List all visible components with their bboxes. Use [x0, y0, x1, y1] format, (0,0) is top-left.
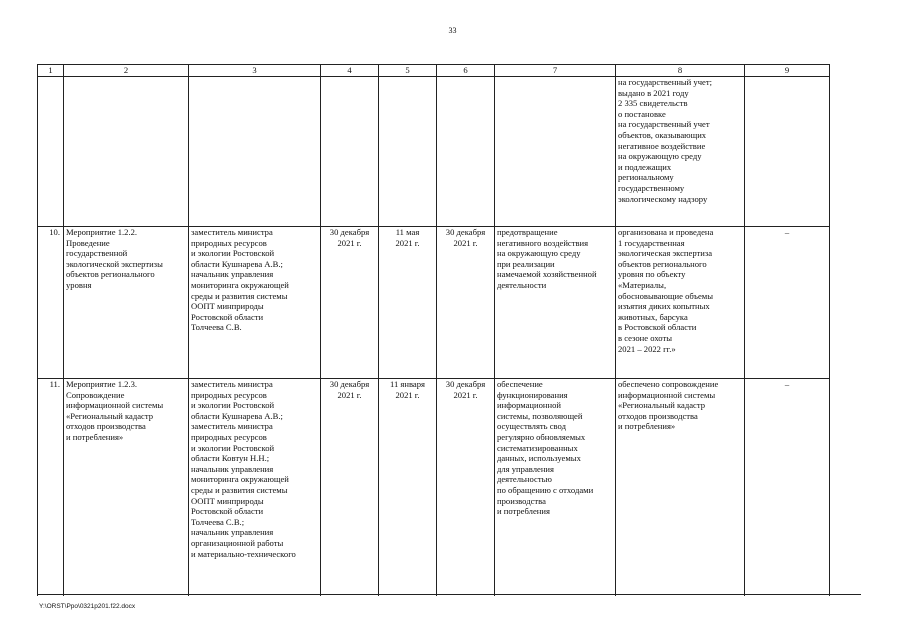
table-row-continuation [38, 77, 830, 227]
expected-result-cell [495, 379, 616, 597]
table-row [38, 379, 830, 597]
cell-line: области Ковтун Н.Н.; [191, 453, 270, 464]
responsible-cell [189, 227, 321, 379]
cell-line: намечаемой хозяйственной [497, 269, 597, 280]
row-number: 11. [38, 379, 64, 597]
cell-line: 2021 г. [395, 237, 420, 248]
achieved-result-cell [616, 227, 745, 379]
cell-line: данных, используемых [497, 453, 581, 464]
cell-line: среды и развития системы [191, 484, 288, 495]
cell-line: при реализации [497, 258, 555, 269]
cell-line: Мероприятие 1.2.2. [66, 227, 138, 237]
column-header: 8 [616, 65, 745, 77]
cell-line: деятельностью [497, 474, 552, 485]
cell-line: заместитель министра [191, 227, 273, 237]
achieved-result-cell [616, 77, 745, 227]
cell-line: заместитель министра [191, 379, 273, 389]
cell-line: области Кушнарева А.В.; [191, 410, 283, 421]
cell-line: деятельности [497, 279, 547, 290]
cell-line: информационной системы [66, 400, 164, 411]
cell-line: на окружающую среду [618, 151, 702, 162]
cell-line: предотвращение [497, 227, 558, 237]
cell-line: «Материалы, [618, 279, 667, 290]
cell-line: обеспечено сопровождение [618, 379, 719, 389]
cell-line: объектов регионального [66, 269, 155, 280]
table-row [38, 227, 830, 379]
cell-line: ООПТ минприроды [191, 301, 264, 312]
cell-line: Сопровождение [66, 389, 125, 400]
cell-line: ООПТ минприроды [191, 495, 264, 506]
cell-line: систематизированных [497, 442, 578, 453]
plan-date-cell [321, 227, 379, 379]
cell-line: функционирования [497, 389, 568, 400]
responsible-cell [189, 379, 321, 597]
footer-file-path: Y:\ORST\Ppo\0321p201.f22.docx [39, 603, 136, 610]
cell-line: и потребления» [618, 421, 676, 432]
cell-line: объектов регионального [618, 258, 707, 269]
achieved-result-cell [616, 379, 745, 597]
fact-end-cell [437, 227, 495, 379]
cell-line: 2021 г. [337, 237, 362, 248]
cell-line: природных ресурсов [191, 431, 267, 442]
cell-line: обеспечение [497, 379, 543, 389]
cell-line: Ростовской области [191, 311, 264, 322]
page-crop-edge [861, 64, 905, 604]
cell-line: производства [497, 495, 546, 506]
fact-start-cell [379, 379, 437, 597]
cell-line: организована и проведена [618, 227, 714, 237]
fact-start-cell [379, 227, 437, 379]
cell-line: «Региональный кадастр [66, 410, 154, 421]
column-header: 4 [321, 65, 379, 77]
page-number: 33 [448, 26, 457, 35]
cell-line: 1 государственная [618, 237, 685, 248]
plan-date-cell [321, 379, 379, 597]
column-header: 5 [379, 65, 437, 77]
cell-line: мониторинга окружающей [191, 474, 289, 485]
column-header: 7 [495, 65, 616, 77]
cell-line: негативного воздействия [497, 237, 589, 248]
cell-line: изъятия диких копытных [618, 301, 710, 312]
cell-line: уровня по объекту [618, 269, 686, 280]
cell-line: 30 декабря [329, 379, 370, 389]
cell-line: и материально-технического [191, 548, 296, 559]
cell-line: и подлежащих [618, 161, 672, 172]
report-table [37, 64, 830, 596]
cell-line: в Ростовской области [618, 322, 697, 333]
event-cell [64, 379, 189, 597]
cell-line: выдано в 2021 году [618, 87, 689, 98]
cell-line: и потребления» [66, 431, 124, 442]
cell-line: заместитель министра [191, 421, 273, 432]
cell-line: на государственный учет [618, 119, 710, 130]
cell-line: на окружающую среду [497, 248, 581, 259]
cell-line: среды и развития системы [191, 290, 288, 301]
cell-line: животных, барсука [618, 311, 688, 322]
cell-line: организационной работы [191, 537, 284, 548]
cell-line: 2021 г. [453, 237, 478, 248]
problems-cell: – [745, 227, 830, 379]
footer-divider [37, 594, 861, 595]
cell-line: начальник управления [191, 527, 274, 538]
column-header: 2 [64, 65, 189, 77]
cell-line: обосновывающие объемы [618, 290, 714, 301]
cell-line: информационной [497, 400, 562, 411]
cell-line: «Региональный кадастр [618, 400, 706, 411]
cell-line: по обращению с отходами [497, 484, 594, 495]
cell-line: уровня [66, 279, 92, 290]
cell-line: природных ресурсов [191, 237, 267, 248]
column-header: 3 [189, 65, 321, 77]
cell-line: региональному [618, 172, 674, 183]
cell-line: и экологии Ростовской [191, 442, 275, 453]
cell-line: регулярно обновляемых [497, 431, 586, 442]
event-cell [64, 227, 189, 379]
row-number: 10. [38, 227, 64, 379]
cell-line: 30 декабря [329, 227, 370, 237]
cell-line: начальник управления [191, 269, 274, 280]
column-header: 6 [437, 65, 495, 77]
cell-line: 2021 г. [395, 389, 420, 400]
cell-line: 2021 г. [337, 389, 362, 400]
cell-line: Толчеева С.В. [191, 322, 242, 333]
fact-end-cell [437, 379, 495, 597]
cell-line: 2021 г. [453, 389, 478, 400]
cell-line: осуществлять свод [497, 421, 566, 432]
cell-line: экологическая экспертиза [618, 248, 713, 259]
cell-line: области Кушнарева А.В.; [191, 258, 283, 269]
cell-line: объектов, оказывающих [618, 129, 707, 140]
cell-line: Толчеева С.В.; [191, 516, 245, 527]
cell-line: негативное воздействие [618, 140, 706, 151]
cell-line: информационной системы [618, 389, 716, 400]
cell-line: государственной [66, 248, 128, 259]
cell-line: на государственный учет; [618, 77, 713, 87]
cell-line: о постановке [618, 108, 666, 119]
cell-line: системы, позволяющей [497, 410, 583, 421]
cell-line: государственному [618, 182, 685, 193]
cell-line: отходов производства [618, 410, 698, 421]
cell-line: мониторинга окружающей [191, 279, 289, 290]
column-header: 9 [745, 65, 830, 77]
cell-line: и потребления [497, 506, 550, 517]
problems-cell: – [745, 379, 830, 597]
cell-line: экологической экспертизы [66, 258, 163, 269]
cell-line: 30 декабря [445, 227, 486, 237]
cell-line: для управления [497, 463, 554, 474]
cell-line: 11 мая [395, 227, 420, 237]
cell-line: в сезоне охоты [618, 332, 673, 343]
column-header: 1 [38, 65, 64, 77]
expected-result-cell [495, 227, 616, 379]
cell-line: 2021 – 2022 гг.» [618, 343, 676, 354]
cell-line: Проведение [66, 237, 110, 248]
cell-line: и экологии Ростовской [191, 400, 275, 411]
cell-line: Ростовской области [191, 506, 264, 517]
cell-line: 11 января [390, 379, 425, 389]
cell-line: начальник управления [191, 463, 274, 474]
cell-line: экологическому надзору [618, 193, 708, 204]
cell-line: отходов производства [66, 421, 146, 432]
cell-line: и экологии Ростовской [191, 248, 275, 259]
cell-line: Мероприятие 1.2.3. [66, 379, 138, 389]
cell-line: 30 декабря [445, 379, 486, 389]
cell-line: 2 335 свидетельств [618, 98, 688, 109]
cell-line: природных ресурсов [191, 389, 267, 400]
header-row [38, 65, 830, 77]
